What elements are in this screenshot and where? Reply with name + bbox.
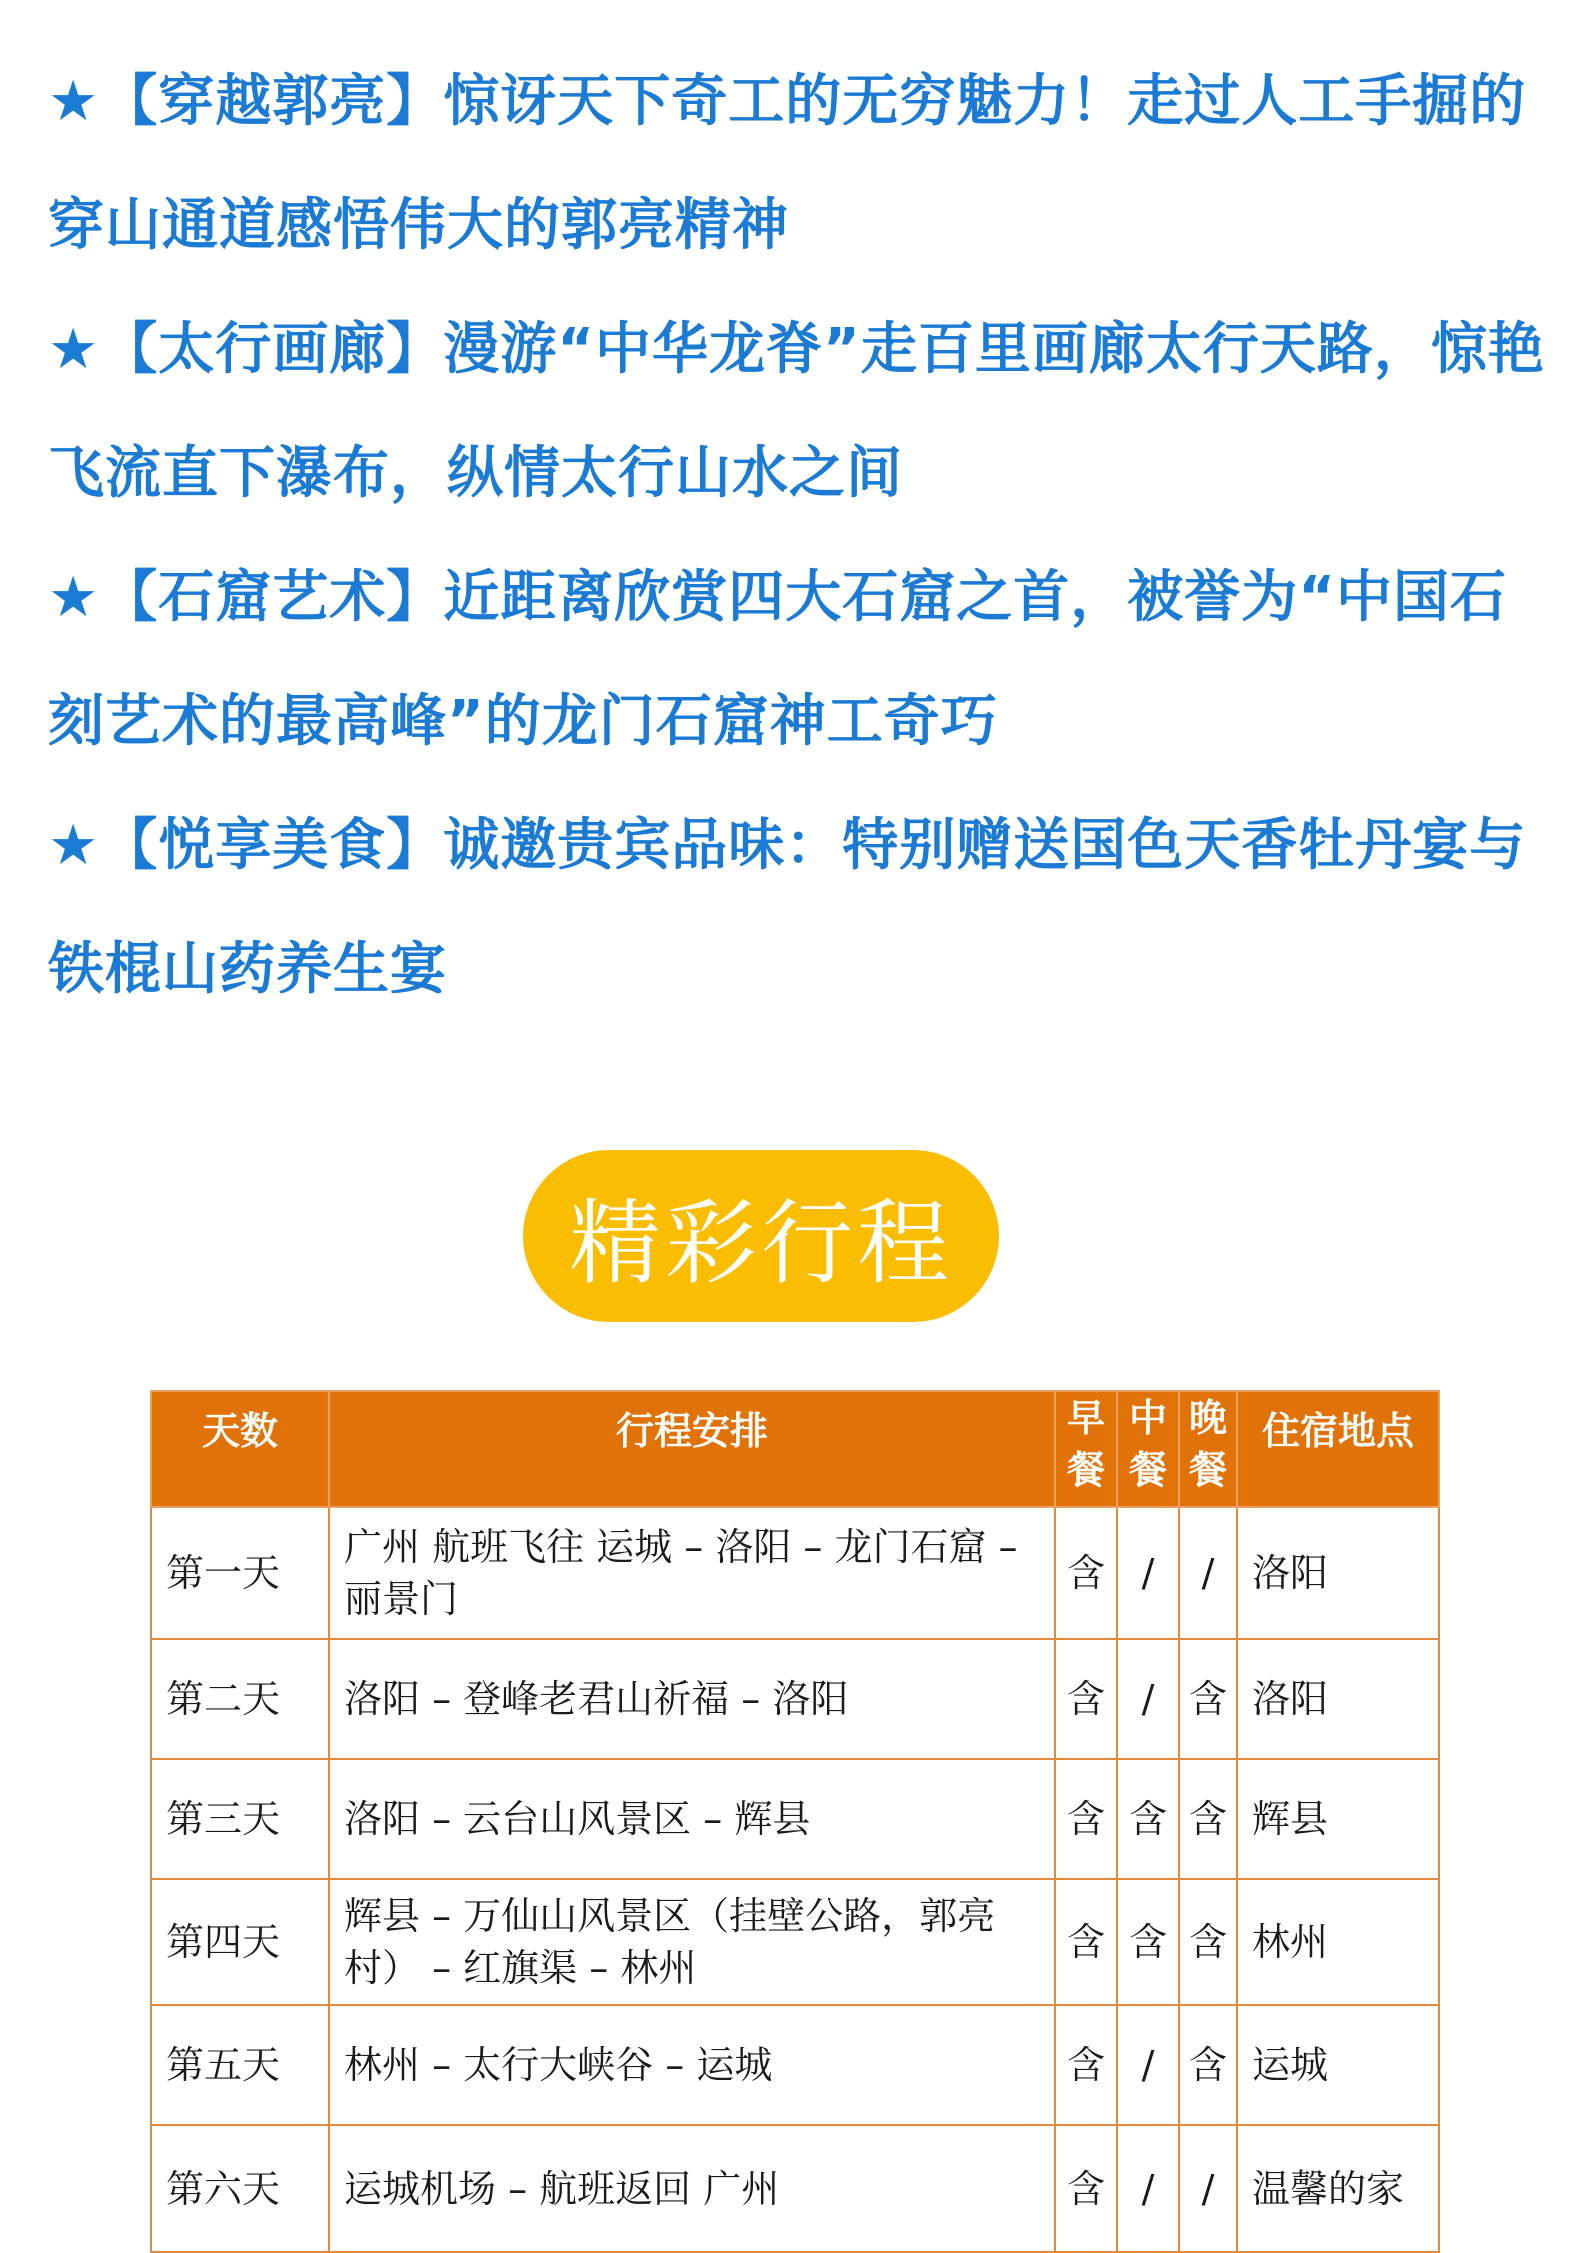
table-row [151, 2005, 1439, 2125]
cell-plan: 洛阳 – 云台山风景区 – 辉县 [329, 1759, 1055, 1879]
cell-lunch: / [1117, 1639, 1179, 1759]
highlight-item [48, 40, 1548, 288]
cell-hotel: 洛阳 [1237, 1507, 1439, 1639]
cell-lunch: 含 [1117, 1759, 1179, 1879]
cell-dinner: / [1179, 2125, 1237, 2252]
cell-day: 第六天 [151, 2125, 329, 2252]
cell-day: 第三天 [151, 1759, 329, 1879]
cell-lunch: / [1117, 1507, 1179, 1639]
cell-day: 第二天 [151, 1639, 329, 1759]
table-row [151, 1759, 1439, 1879]
header-plan: 行程安排 [329, 1391, 1055, 1507]
cell-breakfast: 含 [1055, 2125, 1117, 2252]
cell-dinner: 含 [1179, 1879, 1237, 2005]
header-hotel: 住宿地点 [1237, 1391, 1439, 1507]
cell-dinner: / [1179, 1507, 1237, 1639]
highlight-item [48, 536, 1548, 784]
star-icon: ★ [48, 69, 100, 134]
cell-breakfast: 含 [1055, 1759, 1117, 1879]
highlight-item [48, 288, 1548, 536]
highlight-text: 【穿越郭亮】惊讶天下奇工的无穷魅力！走过人工手掘的穿山通道感悟伟大的郭亮精神 [48, 69, 1527, 258]
cell-plan: 林州 – 太行大峡谷 – 运城 [329, 2005, 1055, 2125]
cell-plan: 洛阳 – 登峰老君山祈福 – 洛阳 [329, 1639, 1055, 1759]
section-title-badge: 精彩行程 [523, 1150, 999, 1322]
cell-hotel: 运城 [1237, 2005, 1439, 2125]
cell-hotel: 洛阳 [1237, 1639, 1439, 1759]
cell-day: 第五天 [151, 2005, 329, 2125]
table-row [151, 1507, 1439, 1639]
highlight-text: 【石窟艺术】近距离欣赏四大石窟之首，被誉为“中国石刻艺术的最高峰”的龙门石窟神工奇巧 [48, 565, 1508, 754]
cell-plan: 广州 航班飞往 运城 – 洛阳 – 龙门石窟 – 丽景门 [329, 1507, 1055, 1639]
header-dinner: 晚 餐 [1179, 1391, 1237, 1507]
cell-plan: 运城机场 – 航班返回 广州 [329, 2125, 1055, 2252]
highlights-list [48, 40, 1548, 1032]
cell-dinner: 含 [1179, 1639, 1237, 1759]
highlight-text: 【悦享美食】诚邀贵宾品味：特别赠送国色天香牡丹宴与铁棍山药养生宴 [48, 813, 1527, 1002]
itinerary-table [150, 1390, 1440, 2253]
star-icon: ★ [48, 565, 100, 630]
cell-lunch: / [1117, 2125, 1179, 2252]
cell-breakfast: 含 [1055, 1639, 1117, 1759]
table-header-row [151, 1391, 1439, 1507]
table-row [151, 1879, 1439, 2005]
cell-hotel: 辉县 [1237, 1759, 1439, 1879]
cell-lunch: / [1117, 2005, 1179, 2125]
cell-breakfast: 含 [1055, 2005, 1117, 2125]
cell-hotel: 温馨的家 [1237, 2125, 1439, 2252]
header-day: 天数 [151, 1391, 329, 1507]
table-row [151, 1639, 1439, 1759]
header-lunch: 中 餐 [1117, 1391, 1179, 1507]
cell-dinner: 含 [1179, 2005, 1237, 2125]
cell-lunch: 含 [1117, 1879, 1179, 2005]
header-breakfast: 早 餐 [1055, 1391, 1117, 1507]
highlight-item [48, 784, 1548, 1032]
cell-breakfast: 含 [1055, 1879, 1117, 2005]
star-icon: ★ [48, 813, 100, 878]
star-icon: ★ [48, 317, 100, 382]
cell-breakfast: 含 [1055, 1507, 1117, 1639]
cell-day: 第四天 [151, 1879, 329, 2005]
table-row [151, 2125, 1439, 2252]
cell-plan: 辉县 – 万仙山风景区（挂壁公路，郭亮村） – 红旗渠 – 林州 [329, 1879, 1055, 2005]
cell-hotel: 林州 [1237, 1879, 1439, 2005]
cell-day: 第一天 [151, 1507, 329, 1639]
cell-dinner: 含 [1179, 1759, 1237, 1879]
highlight-text: 【太行画廊】漫游“中华龙脊”走百里画廊太行天路，惊艳飞流直下瀑布，纵情太行山水之间 [48, 317, 1545, 506]
